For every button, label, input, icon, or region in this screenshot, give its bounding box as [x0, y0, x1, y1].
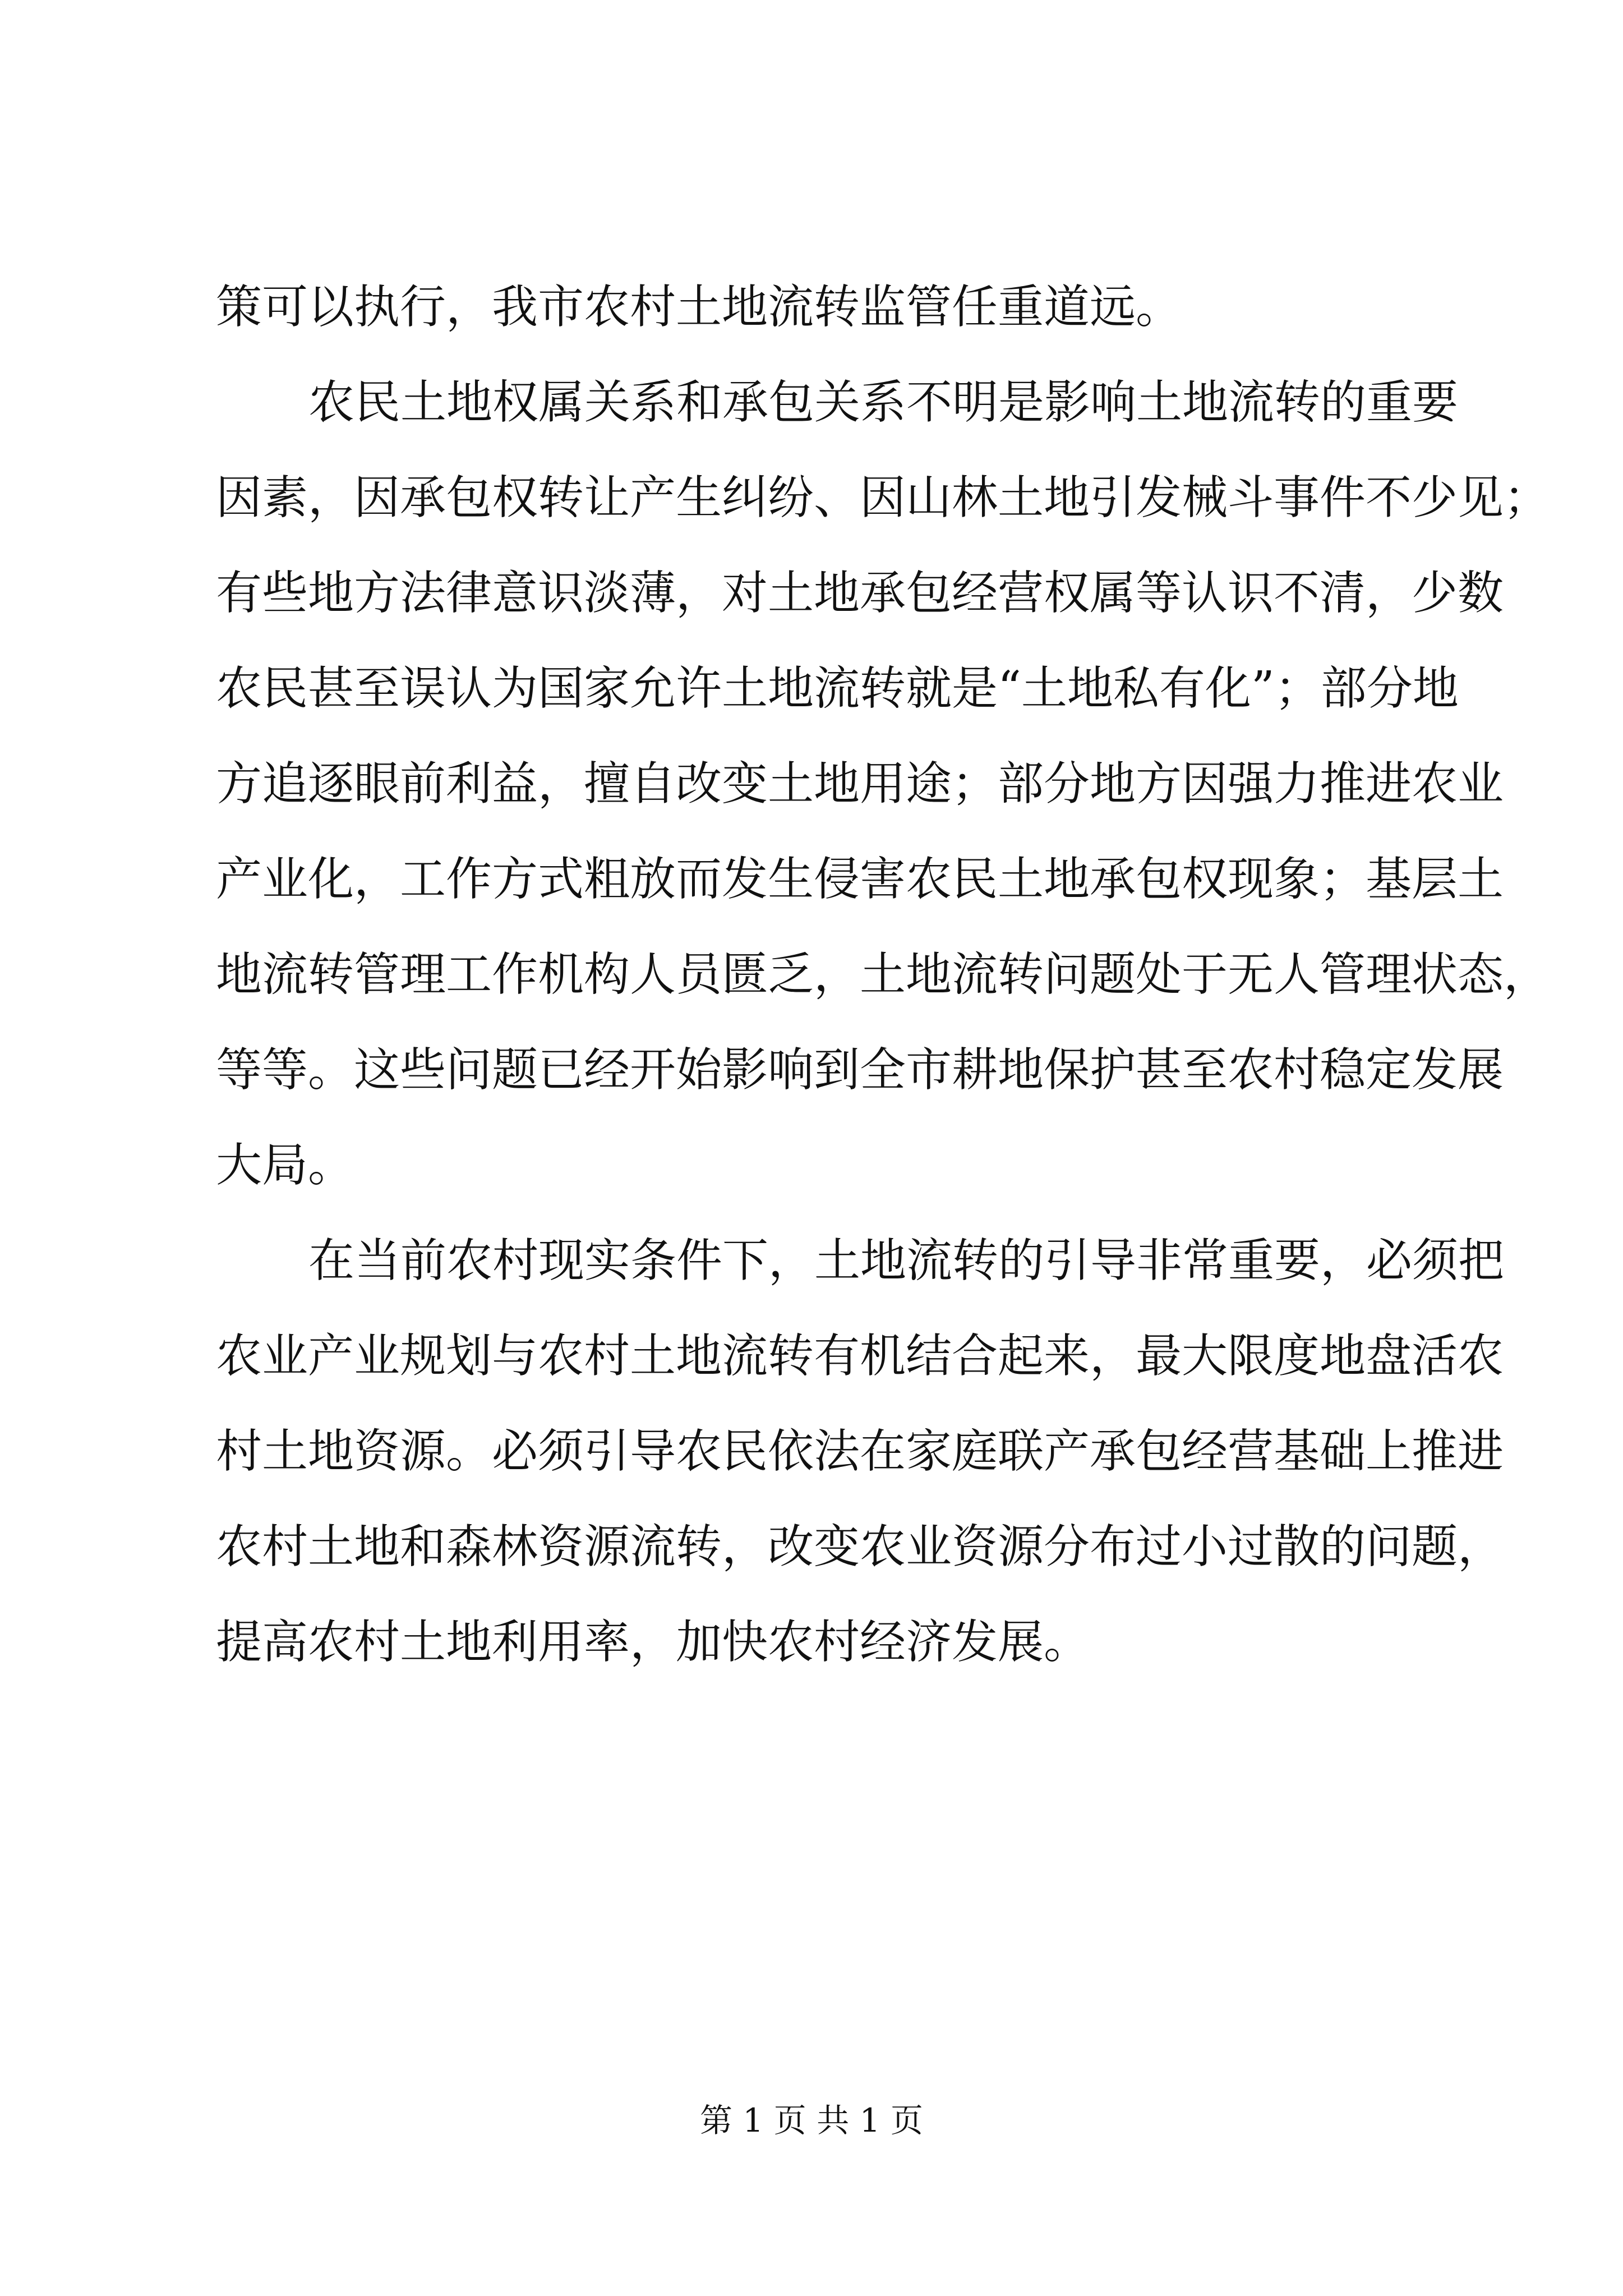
text-line: 等等。这些问题已经开始影响到全市耕地保护甚至农村稳定发展: [216, 1043, 1504, 1097]
text-line: 方追逐眼前利益，擅自改变土地用途；部分地方因强力推进农业: [216, 757, 1504, 811]
page-number: 第 1 页 共 1 页: [700, 2101, 923, 2139]
text-line: 有些地方法律意识淡薄，对土地承包经营权属等认识不清，少数: [216, 567, 1504, 620]
text-line: 农民甚至误认为国家允许土地流转就是“土地私有化”；部分地: [216, 662, 1459, 715]
text-line: 农民土地权属关系和承包关系不明是影响土地流转的重要: [308, 376, 1459, 429]
text-line: 产业化，工作方式粗放而发生侵害农民土地承包权现象；基层土: [216, 853, 1504, 906]
text-line: 农业产业规划与农村土地流转有机结合起来，最大限度地盘活农: [216, 1329, 1504, 1383]
text-line: 农村土地和森林资源流转，改变农业资源分布过小过散的问题，: [216, 1520, 1504, 1573]
paragraph-3: [216, 1213, 1505, 1690]
text-line: 策可以执行，我市农村土地流转监管任重道远。: [216, 280, 1182, 334]
document-body: [216, 260, 1550, 1690]
text-line: 地流转管理工作机构人员匮乏，土地流转问题处于无人管理状态，: [216, 948, 1550, 1001]
paragraph-2: [216, 355, 1550, 1213]
text-line: 因素，因承包权转让产生纠纷、因山林土地引发械斗事件不少见；: [216, 471, 1550, 524]
text-line: 大局。: [216, 1139, 354, 1192]
text-line: 在当前农村现实条件下，土地流转的引导非常重要，必须把: [308, 1234, 1505, 1287]
text-line: 提高农村土地利用率，加快农村经济发展。: [216, 1616, 1090, 1669]
page-footer: [0, 2098, 1623, 2143]
paragraph-1: [216, 260, 1430, 355]
text-line: 村土地资源。必须引导农民依法在家庭联产承包经营基础上推进: [216, 1425, 1504, 1478]
